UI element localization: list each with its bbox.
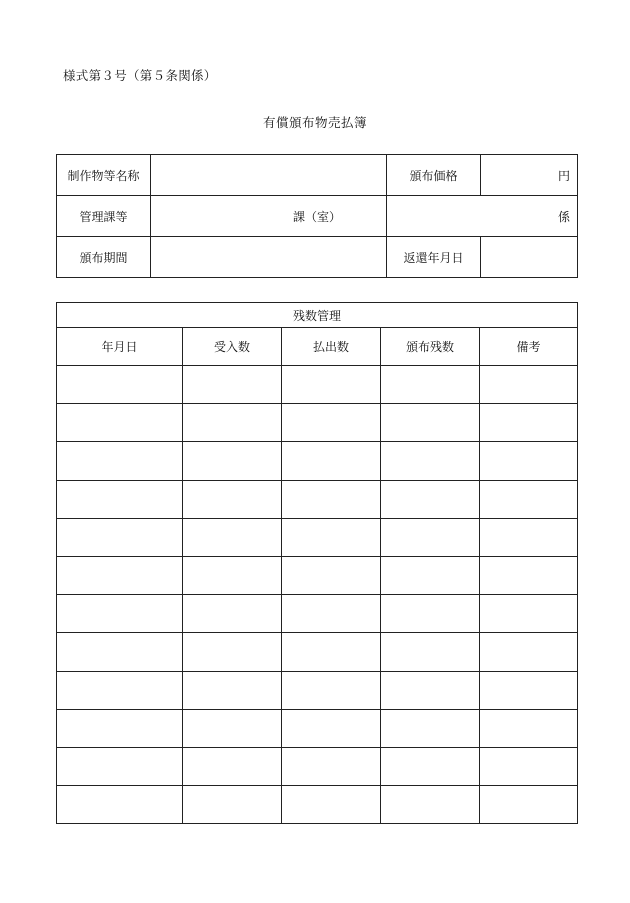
price-field[interactable]	[481, 155, 578, 196]
department-unit: 課（室）	[292, 209, 341, 224]
remaining-cell[interactable]	[381, 595, 480, 633]
date-cell[interactable]	[57, 633, 183, 671]
issued-cell[interactable]	[282, 442, 381, 480]
issued-cell[interactable]	[282, 633, 381, 671]
stock-table-header	[57, 328, 578, 366]
issued-cell[interactable]	[282, 366, 381, 404]
table-row	[57, 556, 578, 594]
date-cell[interactable]	[57, 518, 183, 556]
table-row	[57, 671, 578, 709]
date-cell[interactable]	[57, 747, 183, 785]
issued-cell[interactable]	[282, 595, 381, 633]
remaining-cell[interactable]	[381, 442, 480, 480]
stock-table-title: 残数管理	[57, 303, 578, 328]
received-cell[interactable]	[183, 518, 282, 556]
form-number: 様式第３号（第５条関係）	[63, 68, 217, 83]
received-cell[interactable]	[183, 480, 282, 518]
column-header-received: 受入数	[183, 328, 282, 366]
remaining-cell[interactable]	[381, 366, 480, 404]
remarks-cell[interactable]	[480, 786, 578, 824]
department-field[interactable]	[151, 196, 387, 237]
remarks-cell[interactable]	[480, 404, 578, 442]
remaining-cell[interactable]	[381, 671, 480, 709]
date-cell[interactable]	[57, 709, 183, 747]
date-cell[interactable]	[57, 671, 183, 709]
price-label: 頒布価格	[387, 155, 481, 196]
received-cell[interactable]	[183, 633, 282, 671]
issued-cell[interactable]	[282, 518, 381, 556]
clerk-unit: 係	[557, 209, 570, 224]
received-cell[interactable]	[183, 442, 282, 480]
department-label: 管理課等	[57, 196, 151, 237]
column-header-date: 年月日	[57, 328, 183, 366]
received-cell[interactable]	[183, 366, 282, 404]
product-name-label: 制作物等名称	[57, 155, 151, 196]
table-row	[57, 595, 578, 633]
remarks-cell[interactable]	[480, 480, 578, 518]
date-cell[interactable]	[57, 595, 183, 633]
period-field[interactable]	[151, 237, 387, 278]
remaining-cell[interactable]	[381, 404, 480, 442]
date-cell[interactable]	[57, 404, 183, 442]
received-cell[interactable]	[183, 556, 282, 594]
info-row-product	[57, 155, 578, 196]
issued-cell[interactable]	[282, 671, 381, 709]
period-label: 頒布期間	[57, 237, 151, 278]
received-cell[interactable]	[183, 709, 282, 747]
remaining-cell[interactable]	[381, 556, 480, 594]
column-header-issued: 払出数	[282, 328, 381, 366]
stock-table-title-row	[57, 303, 578, 328]
remaining-cell[interactable]	[381, 747, 480, 785]
table-row	[57, 442, 578, 480]
remarks-cell[interactable]	[480, 556, 578, 594]
remarks-cell[interactable]	[480, 518, 578, 556]
date-cell[interactable]	[57, 442, 183, 480]
info-row-department	[57, 196, 578, 237]
issued-cell[interactable]	[282, 786, 381, 824]
date-cell[interactable]	[57, 366, 183, 404]
issued-cell[interactable]	[282, 480, 381, 518]
remarks-cell[interactable]	[480, 633, 578, 671]
return-date-field[interactable]	[481, 237, 578, 278]
info-table	[56, 154, 578, 278]
received-cell[interactable]	[183, 671, 282, 709]
price-unit: 円	[557, 168, 570, 183]
table-row	[57, 480, 578, 518]
date-cell[interactable]	[57, 556, 183, 594]
table-row	[57, 404, 578, 442]
remarks-cell[interactable]	[480, 709, 578, 747]
remaining-cell[interactable]	[381, 786, 480, 824]
info-row-period	[57, 237, 578, 278]
issued-cell[interactable]	[282, 404, 381, 442]
remaining-cell[interactable]	[381, 633, 480, 671]
remarks-cell[interactable]	[480, 747, 578, 785]
table-row	[57, 633, 578, 671]
table-row	[57, 518, 578, 556]
column-header-remaining: 頒布残数	[381, 328, 480, 366]
date-cell[interactable]	[57, 786, 183, 824]
remaining-cell[interactable]	[381, 709, 480, 747]
remaining-cell[interactable]	[381, 518, 480, 556]
remarks-cell[interactable]	[480, 671, 578, 709]
return-date-label: 返還年月日	[387, 237, 481, 278]
table-row	[57, 786, 578, 824]
received-cell[interactable]	[183, 404, 282, 442]
issued-cell[interactable]	[282, 747, 381, 785]
received-cell[interactable]	[183, 747, 282, 785]
clerk-field[interactable]	[387, 196, 578, 237]
issued-cell[interactable]	[282, 709, 381, 747]
table-row	[57, 709, 578, 747]
remaining-cell[interactable]	[381, 480, 480, 518]
date-cell[interactable]	[57, 480, 183, 518]
remarks-cell[interactable]	[480, 366, 578, 404]
received-cell[interactable]	[183, 595, 282, 633]
stock-table	[56, 302, 578, 824]
product-name-field[interactable]	[151, 155, 387, 196]
column-header-remarks: 備考	[480, 328, 578, 366]
table-row	[57, 747, 578, 785]
document-title: 有償頒布物売払簿	[262, 115, 367, 130]
remarks-cell[interactable]	[480, 595, 578, 633]
received-cell[interactable]	[183, 786, 282, 824]
table-row	[57, 366, 578, 404]
issued-cell[interactable]	[282, 556, 381, 594]
remarks-cell[interactable]	[480, 442, 578, 480]
